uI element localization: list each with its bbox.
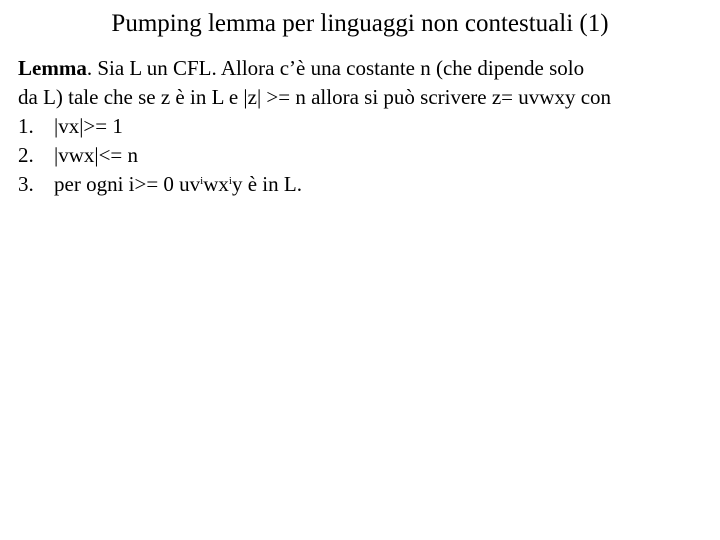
lemma-line-1: [18, 54, 708, 83]
lemma-label: Lemma: [18, 56, 87, 80]
item-text: |vwx|<= n: [54, 143, 139, 167]
condition-list: [18, 112, 708, 199]
exponent-i: i: [200, 175, 204, 187]
condition-item-2: [18, 141, 708, 170]
condition-item-1: [18, 112, 708, 141]
item-text-mid: wx: [203, 172, 229, 196]
item-number: 3.: [18, 172, 34, 196]
item-text-post: y è in L.: [231, 172, 302, 196]
lemma-line-2: da L) tale che se z è in L e |z| >= n allora si può scrivere z= uvwxy con: [18, 85, 612, 109]
slide-body: [18, 54, 708, 199]
lemma-text-1: . Sia L un CFL. Allora c’è una costante n (che dipende solo: [86, 56, 585, 80]
item-text-pre: per ogni i>= 0 uv: [54, 172, 201, 196]
item-text: |vx|>= 1: [54, 114, 123, 138]
slide-title: Pumping lemma per linguaggi non contestuali (1): [111, 10, 609, 37]
exponent-i: i: [228, 175, 232, 187]
item-number: 2.: [18, 143, 34, 167]
condition-item-3: [18, 170, 708, 199]
item-number: 1.: [18, 114, 34, 138]
